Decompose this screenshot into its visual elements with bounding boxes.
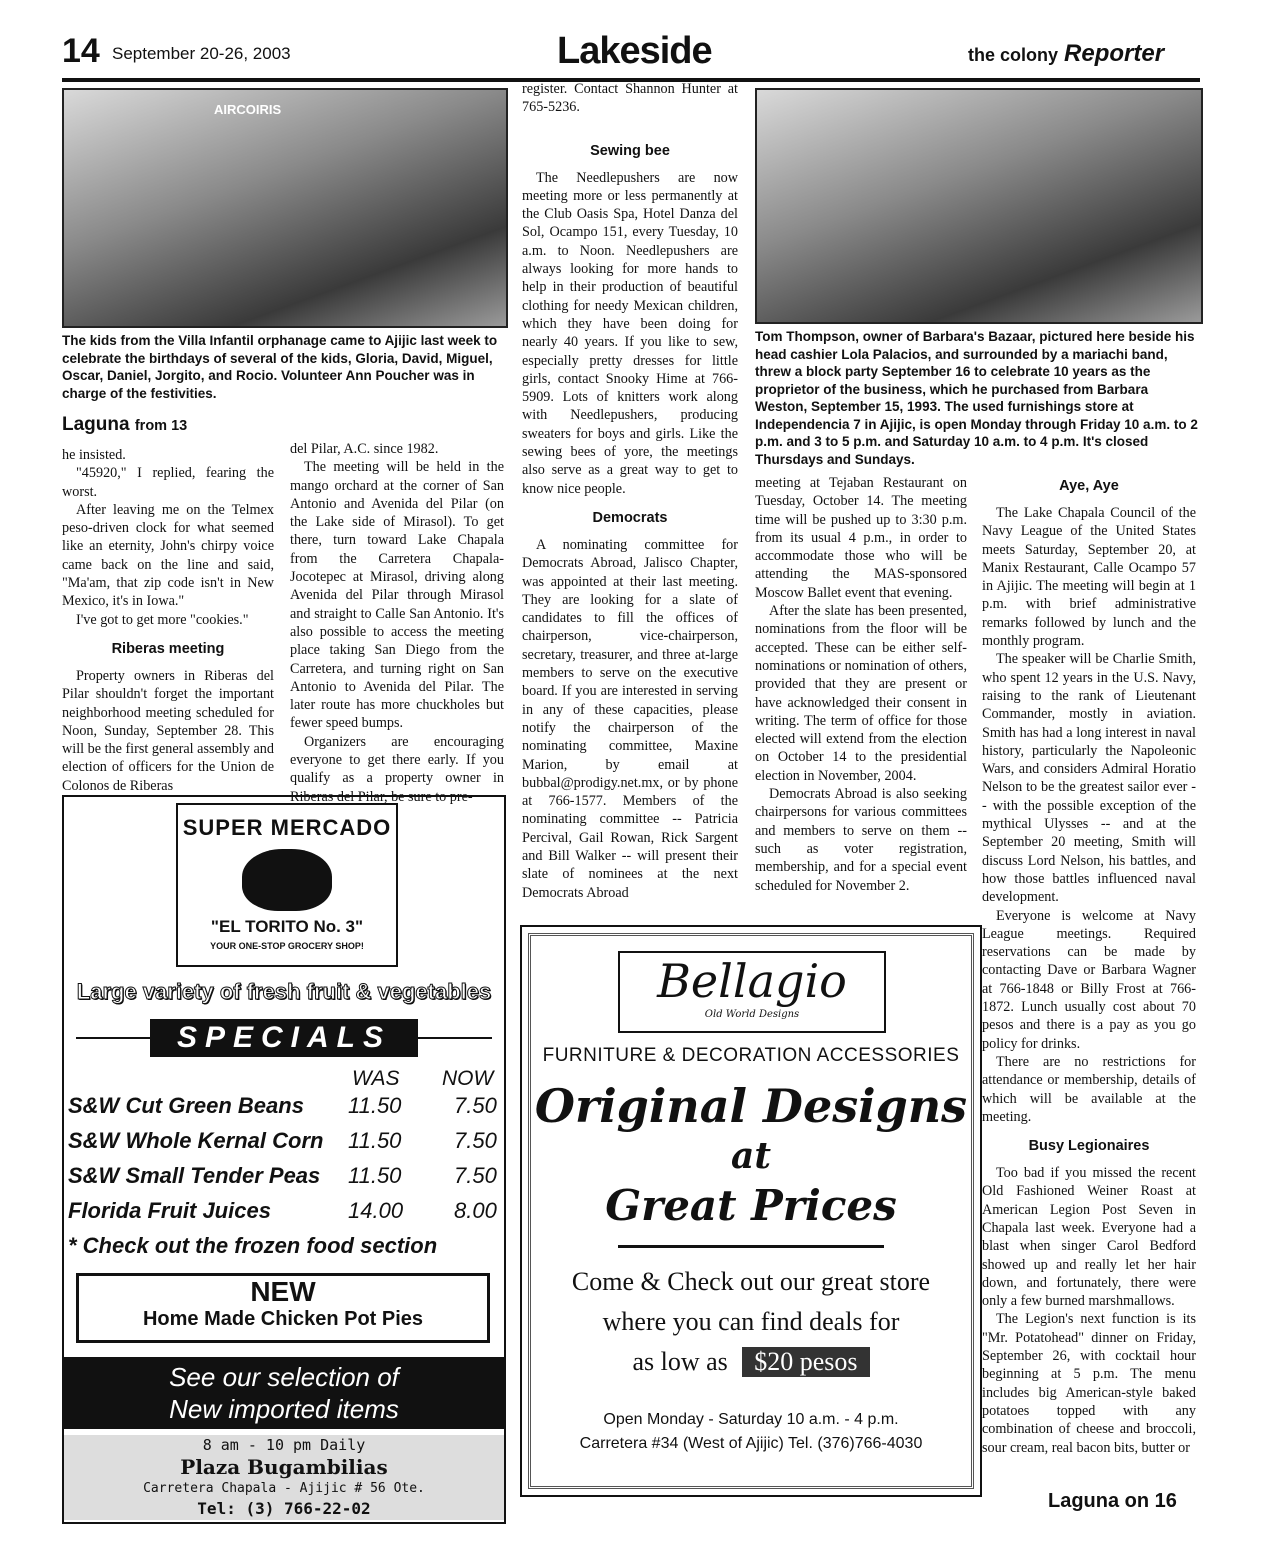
bull-icon	[242, 849, 332, 911]
furniture-line: FURNITURE & DECORATION ACCESSORIES	[542, 1045, 960, 1066]
new-box	[76, 1273, 490, 1343]
specials-list	[68, 1093, 497, 1233]
paragraph: The Lake Chapala Council of the Navy League of the United States meets Saturday, September 20, at Manix Restaurant, Calle Ocampo 57 in Ajijic. The meeting will begin at 1 p.m. with brief administrative remarks followed by lunch and the monthly program.	[982, 505, 1196, 650]
col-was: WAS	[352, 1067, 400, 1090]
produce-banner: Large variety of fresh fruit & vegetables	[76, 979, 492, 1004]
paragraph: Property owners in Riberas del Pilar shouldn't forget the important neighborhood meeting scheduled for Noon, Sunday, September 28. This will be the first general assembly and election of officers for the Union de Colonos de Riberas	[62, 667, 274, 794]
special-now: 7.50	[454, 1163, 497, 1188]
special-now: 7.50	[454, 1128, 497, 1153]
subhead-riberas: Riberas meeting	[111, 640, 225, 657]
frozen-note: * Check out the frozen food section	[68, 1233, 438, 1258]
subhead-busy: Busy Legionaires	[1028, 1138, 1150, 1155]
store-tagline: YOUR ONE-STOP GROCERY SHOP!	[210, 941, 364, 951]
paragraph: The Needlepushers are now meeting more or less permanently at the Club Oasis Spa, Hotel Danza del Sol, Ocampo 151, every Tuesday, 10 a.m. to Noon. Needlepushers are always looking for more hands to help in their production of beautiful clothing for needy Mexican children, which they have been doing for nearly 40 years. If you like to sew, especially pretty dresses for little girls, contact Snooky Hime at 766-5909. Lots of knitters work along with Needlepushers, producing sweaters for boys and girls. Like the sewing bees of yore, the meetings also serve as a great way to get to know nice people.	[522, 169, 738, 497]
special-item	[68, 1093, 497, 1128]
specials-banner: SPECIALS	[150, 1019, 418, 1057]
special-was: 11.50	[348, 1128, 402, 1153]
special-now: 7.50	[454, 1093, 497, 1118]
logo-box	[176, 803, 398, 967]
special-was: 11.50	[348, 1163, 402, 1188]
body-line-3	[522, 1347, 980, 1377]
paragraph: A nominating committee for Democrats Abroad, Jalisco Chapter, was appointed at their last meeting. They are looking for a slate of candidates to fill the offices of chairperson, vice-chairperson, secretary, treasurer, and three at-large members to serve on the executive board. If you are interested in serving in any of these capacities, please notify the chairperson of the nominating committee, Maxine Marion, by email at bubbal@prodigy.net.mx, or by phone at 766-1577. Members of the nominating committee -- Patricia Percival, Gail Rowan, Rick Sargent and Bill Walker -- will present their slate of nominees at the next Democrats Abroad	[522, 536, 738, 901]
caption-kids: The kids from the Villa Infantil orphanage came to Ajijic last week to celebrate the birthdays of several of the kids, Gloria, David, Miguel, Oscar, Daniel, Jorgito, and Rocio. Volunteer Ann Poucher was in charge of the festivities.	[62, 333, 498, 401]
paragraph: Everyone is welcome at Navy League meetings. Required reservations can be made by contacting Dave or Barbara Wagner at 766-1848 or Billy Frost at 766-1872. Lunch usually cost about 70 pesos and there is a pay as you go policy for drinks.	[982, 907, 1196, 1052]
bellagio-address: Carretera #34 (West of Ajijic) Tel. (376)766-4030	[579, 1435, 923, 1452]
paragraph: After leaving me on the Telmex peso-driven clock for what seemed like an eternity, John's chirpy voice came back on the line and said, "Ma'am, that zip code isn't in New Mexico, it's in Iowa."	[62, 501, 274, 610]
article-laguna-col2	[290, 440, 504, 806]
special-item	[68, 1163, 497, 1198]
paragraph: Organizers are encouraging everyone to get there early. If you qualify as a property owner in Riberas del Pilar, be sure to pre-	[290, 733, 504, 805]
page-number: 14	[62, 32, 100, 70]
paragraph: meeting at Tejaban Restaurant on Tuesday, October 14. The meeting time will be pushed up to 3:30 p.m. from its usual 4 p.m., in order to accommodate those who will be attending the MAS-sponsored Moscow Ballet event that evening.	[755, 475, 967, 601]
article-laguna-col1	[62, 414, 274, 795]
mercado-title: SUPER MERCADO	[182, 815, 392, 840]
paragraph: The Legion's next function is its "Mr. Potatohead" dinner on Friday, September 26, with cocktail hour beginning at 5 p.m. The menu includes big American-style baked potatoes topped with any combination of cheese and broccoli, sour cream, real bacon bits, butter or	[982, 1311, 1196, 1456]
body-line-2: where you can find deals for	[602, 1307, 900, 1336]
photo-mariachi-party	[755, 88, 1203, 324]
subhead-democrats: Democrats	[592, 509, 668, 526]
ad-super-mercado	[62, 795, 506, 1524]
article-col5	[982, 474, 1196, 1457]
telephone: Tel: (3) 766-22-02	[197, 1499, 371, 1518]
paragraph: he insisted.	[62, 447, 126, 463]
jump-line: Laguna on 16	[1048, 1490, 1177, 1512]
kicker-title: Laguna	[62, 414, 130, 435]
article-col4	[755, 474, 967, 895]
paragraph: "45920," I replied, fearing the worst.	[62, 465, 274, 500]
imported-line-1: See our selection of	[169, 1362, 399, 1392]
plaza-box	[64, 1435, 504, 1520]
divider	[618, 1245, 884, 1248]
bounce-house-sign: AIRCOIRIS	[214, 102, 282, 117]
special-name: S&W Small Tender Peas	[68, 1163, 321, 1188]
jump-kicker	[62, 414, 274, 436]
kicker-from: from 13	[134, 418, 188, 434]
hours: 8 am - 10 pm Daily	[202, 1436, 366, 1454]
brand-name: Reporter	[1064, 40, 1165, 67]
col-now: NOW	[442, 1067, 494, 1090]
bellagio-hours: Open Monday - Saturday 10 a.m. - 4 p.m.	[603, 1411, 899, 1428]
as-low-as: as low as	[632, 1347, 728, 1376]
special-now: 8.00	[454, 1198, 497, 1223]
special-was: 14.00	[348, 1198, 404, 1223]
special-name: S&W Whole Kernal Corn	[68, 1128, 324, 1153]
paragraph: There are no restrictions for attendance or membership, details of which will be available at the meeting.	[982, 1053, 1196, 1125]
address: Carretera Chapala - Ajijic # 56 Ote.	[143, 1481, 425, 1496]
subhead-aye: Aye, Aye	[1059, 478, 1119, 494]
store-name: "EL TORITO No. 3"	[210, 917, 364, 936]
issue-date: September 20-26, 2003	[112, 44, 291, 63]
subhead-sewing: Sewing bee	[590, 142, 670, 159]
paragraph: register. Contact Shannon Hunter at 765-5236.	[522, 81, 738, 116]
caption-thompson: Tom Thompson, owner of Barbara's Bazaar, pictured here beside his head cashier Lola Palacios, and surrounded by a mariachi band, threw a block party September 16 to celebrate 10 years as the proprietor of the business, which he purchased from Barbara Weston, September 15, 1993. The used furnishings store at Independencia 7 in Ajijic, is open Monday through Friday 10 a.m. to 2 p.m. and 3 to 5 p.m. and Saturday 10 a.m. to 4 p.m. It's closed Thursdays and Sundays.	[755, 329, 1198, 467]
price-badge: $20 pesos	[742, 1347, 869, 1377]
paragraph: I've got to get more "cookies."	[76, 611, 249, 628]
paragraph: The meeting will be held in the mango orchard at the corner of San Antonio and Avenida del Pilar (on the Lake side of Mirasol). To get there, turn toward Lake Chapala from the Carretera Chapala-Jocotepec at Mirasol, driving along Avenida del Pilar through Mirasol and straight to Calle San Antonio. It's also possible to access the meeting place taking San Diego from the Carretera, and turning right on San Antonio to Avenida del Pilar. The later route has more chuckholes but fewer speed bumps.	[290, 459, 504, 732]
paragraph: After the slate has been presented, nominations from the floor will be accepted. These can be either self-nominations or nomination of others, provided that they are present or have acknowledged their consent in writing. The term of office for those elected will extend from the election on October 14 to the presidential election in November, 2004.	[755, 603, 967, 784]
paragraph: Democrats Abroad is also seeking chairpersons for various committees and members to serve on them -- such as voter registration, membership, and for a special event scheduled for November 2.	[755, 786, 967, 894]
new-label: NEW	[250, 1276, 316, 1307]
photo-kids-party	[62, 88, 508, 328]
special-item	[68, 1198, 497, 1233]
ad-bellagio	[520, 925, 982, 1497]
article-col3	[522, 80, 738, 902]
imported-banner	[64, 1357, 504, 1429]
special-item	[68, 1128, 497, 1163]
special-name: Florida Fruit Juices	[68, 1198, 271, 1223]
bellagio-logo: Bellagio	[657, 954, 847, 1008]
special-was: 11.50	[348, 1093, 402, 1118]
paragraph: The speaker will be Charlie Smith, who spent 12 years in the U.S. Navy, raising to the rank of Lieutenant Commander, mostly in aviation. Smith has had a long interest in naval history, particularly the Napoleonic Wars, and considers Admiral Horatio Nelson to be the greatest sailor ever -- with the possible exception of the mythical Ulysses -- and at the September 20 meeting, Smith will discuss Lord Nelson, his battles, and how those battles influenced naval development.	[982, 651, 1196, 906]
paragraph: Too bad if you missed the recent Old Fashioned Weiner Roast at American Legion Post Seven in Chapala last week. Everyone had a blast when singer Carol Bedford showed up and really let her hair down, and fortunately, there were only a few burned marshmallows.	[982, 1165, 1196, 1310]
body-line-1: Come & Check out our great store	[571, 1267, 931, 1296]
brand-prefix: the colony	[968, 45, 1059, 65]
headline-2: at	[731, 1135, 771, 1177]
headline-1: Original Designs	[534, 1079, 968, 1133]
headline-3: Great Prices	[605, 1181, 897, 1230]
section-title: Lakeside	[557, 30, 712, 72]
special-name: S&W Cut Green Beans	[68, 1093, 304, 1118]
paragraph: del Pilar, A.C. since 1982.	[290, 441, 439, 457]
imported-line-2: New imported items	[169, 1394, 399, 1424]
plaza-name: Plaza Bugambilias	[180, 1455, 388, 1479]
new-item: Home Made Chicken Pot Pies	[142, 1308, 424, 1330]
publication-brand	[968, 40, 1164, 68]
bellagio-sub: Old World Designs	[704, 1009, 800, 1020]
bellagio-logo-box	[618, 951, 886, 1033]
